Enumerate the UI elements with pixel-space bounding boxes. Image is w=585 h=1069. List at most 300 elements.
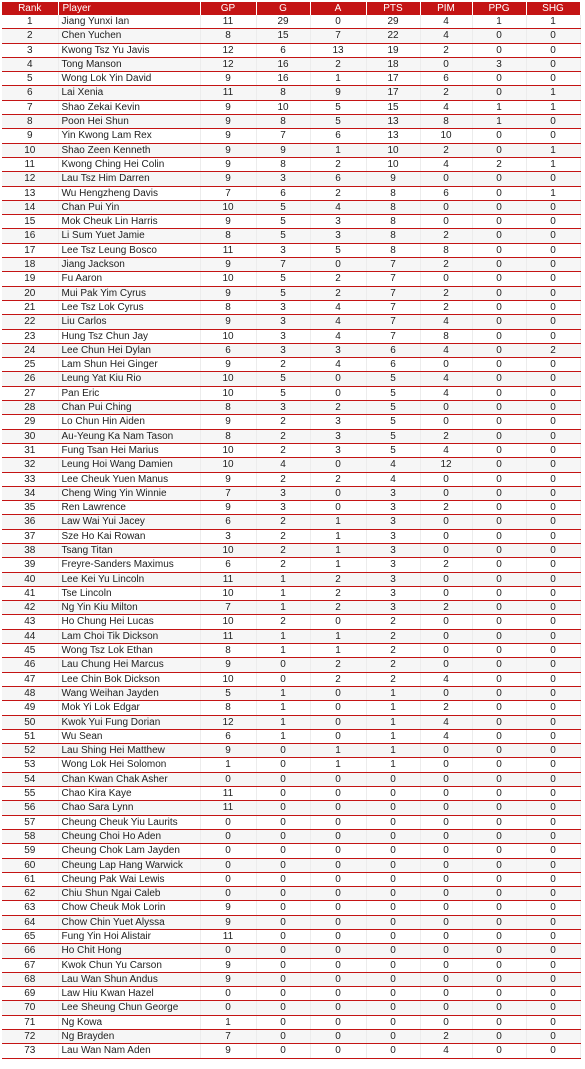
g-cell: 0 bbox=[256, 1044, 310, 1058]
table-row bbox=[2, 758, 580, 772]
a-cell: 4 bbox=[310, 358, 366, 372]
rank-cell: 24 bbox=[2, 343, 58, 357]
header-player[interactable]: Player bbox=[58, 2, 200, 15]
ppg-cell: 0 bbox=[472, 229, 526, 243]
a-cell: 0 bbox=[310, 787, 366, 801]
gp-cell: 10 bbox=[200, 329, 256, 343]
pim-cell: 2 bbox=[420, 558, 472, 572]
pts-cell: 8 bbox=[366, 215, 420, 229]
player-name-cell: Lau Shing Hei Matthew bbox=[58, 744, 200, 758]
table-row bbox=[2, 915, 580, 929]
rank-cell: 39 bbox=[2, 558, 58, 572]
header-shg[interactable]: SHG bbox=[526, 2, 580, 15]
rank-cell: 37 bbox=[2, 529, 58, 543]
table-row bbox=[2, 644, 580, 658]
a-cell: 0 bbox=[310, 844, 366, 858]
rank-cell: 20 bbox=[2, 286, 58, 300]
pts-cell: 0 bbox=[366, 958, 420, 972]
a-cell: 0 bbox=[310, 372, 366, 386]
g-cell: 3 bbox=[256, 300, 310, 314]
player-name-cell: Mui Pak Yim Cyrus bbox=[58, 286, 200, 300]
pim-cell: 0 bbox=[420, 358, 472, 372]
shg-cell: 0 bbox=[526, 629, 580, 643]
a-cell: 0 bbox=[310, 15, 366, 29]
ppg-cell: 0 bbox=[472, 443, 526, 457]
player-name-cell: Lau Tsz Him Darren bbox=[58, 172, 200, 186]
g-cell: 10 bbox=[256, 100, 310, 114]
rank-cell: 34 bbox=[2, 486, 58, 500]
a-cell: 2 bbox=[310, 157, 366, 171]
g-cell: 5 bbox=[256, 229, 310, 243]
pim-cell: 2 bbox=[420, 300, 472, 314]
player-name-cell: Lee Tsz Leung Bosco bbox=[58, 243, 200, 257]
g-cell: 3 bbox=[256, 501, 310, 515]
pim-cell: 0 bbox=[420, 858, 472, 872]
pim-cell: 4 bbox=[420, 672, 472, 686]
rank-cell: 63 bbox=[2, 901, 58, 915]
pts-cell: 5 bbox=[366, 443, 420, 457]
shg-cell: 1 bbox=[526, 143, 580, 157]
rank-cell: 72 bbox=[2, 1030, 58, 1044]
pim-cell: 0 bbox=[420, 958, 472, 972]
ppg-cell: 0 bbox=[472, 329, 526, 343]
g-cell: 0 bbox=[256, 815, 310, 829]
a-cell: 0 bbox=[310, 258, 366, 272]
rank-cell: 30 bbox=[2, 429, 58, 443]
rank-cell: 71 bbox=[2, 1015, 58, 1029]
pts-cell: 0 bbox=[366, 844, 420, 858]
g-cell: 5 bbox=[256, 386, 310, 400]
pts-cell: 0 bbox=[366, 1015, 420, 1029]
a-cell: 0 bbox=[310, 686, 366, 700]
pim-cell: 0 bbox=[420, 529, 472, 543]
g-cell: 3 bbox=[256, 486, 310, 500]
gp-cell: 6 bbox=[200, 343, 256, 357]
pts-cell: 2 bbox=[366, 672, 420, 686]
ppg-cell: 0 bbox=[472, 815, 526, 829]
pts-cell: 0 bbox=[366, 972, 420, 986]
pts-cell: 3 bbox=[366, 486, 420, 500]
ppg-cell: 0 bbox=[472, 258, 526, 272]
table-row bbox=[2, 1001, 580, 1015]
a-cell: 2 bbox=[310, 272, 366, 286]
player-name-cell: Shao Zeen Kenneth bbox=[58, 143, 200, 157]
pim-cell: 6 bbox=[420, 72, 472, 86]
a-cell: 1 bbox=[310, 558, 366, 572]
rank-cell: 41 bbox=[2, 586, 58, 600]
a-cell: 4 bbox=[310, 300, 366, 314]
ppg-cell: 0 bbox=[472, 72, 526, 86]
a-cell: 0 bbox=[310, 1030, 366, 1044]
a-cell: 3 bbox=[310, 429, 366, 443]
gp-cell: 9 bbox=[200, 915, 256, 929]
pts-cell: 4 bbox=[366, 472, 420, 486]
pim-cell: 0 bbox=[420, 215, 472, 229]
rank-cell: 58 bbox=[2, 829, 58, 843]
player-name-cell: Chiu Shun Ngai Caleb bbox=[58, 887, 200, 901]
table-row bbox=[2, 872, 580, 886]
gp-cell: 12 bbox=[200, 43, 256, 57]
gp-cell: 6 bbox=[200, 515, 256, 529]
ppg-cell: 0 bbox=[472, 172, 526, 186]
gp-cell: 6 bbox=[200, 729, 256, 743]
shg-cell: 0 bbox=[526, 386, 580, 400]
table-row bbox=[2, 558, 580, 572]
pim-cell: 2 bbox=[420, 258, 472, 272]
pts-cell: 5 bbox=[366, 372, 420, 386]
rank-cell: 35 bbox=[2, 501, 58, 515]
gp-cell: 9 bbox=[200, 744, 256, 758]
header-g[interactable]: G bbox=[256, 2, 310, 15]
table-row bbox=[2, 729, 580, 743]
player-name-cell: Poon Hei Shun bbox=[58, 115, 200, 129]
rank-cell: 31 bbox=[2, 443, 58, 457]
pts-cell: 0 bbox=[366, 987, 420, 1001]
pim-cell: 2 bbox=[420, 286, 472, 300]
rank-cell: 25 bbox=[2, 358, 58, 372]
gp-cell: 8 bbox=[200, 401, 256, 415]
a-cell: 0 bbox=[310, 1044, 366, 1058]
g-cell: 0 bbox=[256, 972, 310, 986]
player-name-cell: Sze Ho Kai Rowan bbox=[58, 529, 200, 543]
shg-cell: 0 bbox=[526, 543, 580, 557]
shg-cell: 0 bbox=[526, 586, 580, 600]
table-row bbox=[2, 100, 580, 114]
rank-cell: 1 bbox=[2, 15, 58, 29]
shg-cell: 0 bbox=[526, 286, 580, 300]
ppg-cell: 0 bbox=[472, 629, 526, 643]
shg-cell: 0 bbox=[526, 172, 580, 186]
player-name-cell: Law Hiu Kwan Hazel bbox=[58, 987, 200, 1001]
shg-cell: 0 bbox=[526, 315, 580, 329]
rank-cell: 22 bbox=[2, 315, 58, 329]
ppg-cell: 0 bbox=[472, 801, 526, 815]
table-row bbox=[2, 372, 580, 386]
shg-cell: 1 bbox=[526, 157, 580, 171]
shg-cell: 0 bbox=[526, 1044, 580, 1058]
gp-cell: 9 bbox=[200, 901, 256, 915]
ppg-cell: 0 bbox=[472, 1044, 526, 1058]
pim-cell: 0 bbox=[420, 472, 472, 486]
g-cell: 1 bbox=[256, 729, 310, 743]
player-name-cell: Lau Wan Nam Aden bbox=[58, 1044, 200, 1058]
pim-cell: 8 bbox=[420, 243, 472, 257]
pts-cell: 13 bbox=[366, 129, 420, 143]
g-cell: 29 bbox=[256, 15, 310, 29]
player-name-cell: Mok Cheuk Lin Harris bbox=[58, 215, 200, 229]
pts-cell: 6 bbox=[366, 343, 420, 357]
pim-cell: 0 bbox=[420, 543, 472, 557]
pim-cell: 0 bbox=[420, 486, 472, 500]
table-row bbox=[2, 143, 580, 157]
a-cell: 1 bbox=[310, 644, 366, 658]
pts-cell: 0 bbox=[366, 1001, 420, 1015]
player-name-cell: Chan Pui Ching bbox=[58, 401, 200, 415]
g-cell: 0 bbox=[256, 930, 310, 944]
player-name-cell: Tse Lincoln bbox=[58, 586, 200, 600]
rank-cell: 14 bbox=[2, 200, 58, 214]
shg-cell: 0 bbox=[526, 129, 580, 143]
shg-cell: 0 bbox=[526, 358, 580, 372]
shg-cell: 0 bbox=[526, 829, 580, 843]
player-name-cell: Lau Wan Shun Andus bbox=[58, 972, 200, 986]
a-cell: 3 bbox=[310, 415, 366, 429]
player-name-cell: Fu Aaron bbox=[58, 272, 200, 286]
header-pts[interactable]: PTS bbox=[366, 2, 420, 15]
pts-cell: 1 bbox=[366, 758, 420, 772]
gp-cell: 9 bbox=[200, 958, 256, 972]
player-name-cell: Cheung Cheuk Yiu Laurits bbox=[58, 815, 200, 829]
pts-cell: 0 bbox=[366, 815, 420, 829]
g-cell: 3 bbox=[256, 243, 310, 257]
g-cell: 3 bbox=[256, 315, 310, 329]
gp-cell: 0 bbox=[200, 858, 256, 872]
header-ppg[interactable]: PPG bbox=[472, 2, 526, 15]
player-name-cell: Lam Choi Tik Dickson bbox=[58, 629, 200, 643]
ppg-cell: 0 bbox=[472, 86, 526, 100]
shg-cell: 0 bbox=[526, 429, 580, 443]
gp-cell: 9 bbox=[200, 115, 256, 129]
g-cell: 7 bbox=[256, 258, 310, 272]
shg-cell: 0 bbox=[526, 758, 580, 772]
g-cell: 1 bbox=[256, 701, 310, 715]
a-cell: 3 bbox=[310, 343, 366, 357]
player-name-cell: Lam Shun Hei Ginger bbox=[58, 358, 200, 372]
shg-cell: 1 bbox=[526, 86, 580, 100]
header-pim[interactable]: PIM bbox=[420, 2, 472, 15]
shg-cell: 0 bbox=[526, 300, 580, 314]
table-row bbox=[2, 601, 580, 615]
player-name-cell: Lee Chun Hei Dylan bbox=[58, 343, 200, 357]
pim-cell: 0 bbox=[420, 887, 472, 901]
ppg-cell: 0 bbox=[472, 844, 526, 858]
ppg-cell: 0 bbox=[472, 729, 526, 743]
player-name-cell: Fung Yin Hoi Alistair bbox=[58, 930, 200, 944]
pim-cell: 4 bbox=[420, 29, 472, 43]
table-row bbox=[2, 286, 580, 300]
g-cell: 0 bbox=[256, 758, 310, 772]
table-row bbox=[2, 415, 580, 429]
ppg-cell: 0 bbox=[472, 43, 526, 57]
pts-cell: 0 bbox=[366, 801, 420, 815]
a-cell: 4 bbox=[310, 329, 366, 343]
shg-cell: 0 bbox=[526, 272, 580, 286]
pim-cell: 0 bbox=[420, 658, 472, 672]
pim-cell: 4 bbox=[420, 157, 472, 171]
ppg-cell: 0 bbox=[472, 558, 526, 572]
gp-cell: 9 bbox=[200, 501, 256, 515]
player-name-cell: Liu Carlos bbox=[58, 315, 200, 329]
shg-cell: 0 bbox=[526, 686, 580, 700]
pts-cell: 7 bbox=[366, 272, 420, 286]
ppg-cell: 1 bbox=[472, 100, 526, 114]
ppg-cell: 0 bbox=[472, 315, 526, 329]
g-cell: 0 bbox=[256, 958, 310, 972]
table-row bbox=[2, 72, 580, 86]
shg-cell: 0 bbox=[526, 615, 580, 629]
a-cell: 1 bbox=[310, 72, 366, 86]
a-cell: 0 bbox=[310, 815, 366, 829]
shg-cell: 0 bbox=[526, 1030, 580, 1044]
ppg-cell: 0 bbox=[472, 529, 526, 543]
rank-cell: 17 bbox=[2, 243, 58, 257]
a-cell: 2 bbox=[310, 401, 366, 415]
ppg-cell: 1 bbox=[472, 15, 526, 29]
pim-cell: 2 bbox=[420, 701, 472, 715]
pts-cell: 15 bbox=[366, 100, 420, 114]
shg-cell: 0 bbox=[526, 258, 580, 272]
a-cell: 3 bbox=[310, 215, 366, 229]
pim-cell: 4 bbox=[420, 386, 472, 400]
shg-cell: 0 bbox=[526, 858, 580, 872]
g-cell: 2 bbox=[256, 529, 310, 543]
ppg-cell: 0 bbox=[472, 1030, 526, 1044]
table-row bbox=[2, 987, 580, 1001]
pim-cell: 0 bbox=[420, 572, 472, 586]
g-cell: 2 bbox=[256, 615, 310, 629]
player-name-cell: Ho Chit Hong bbox=[58, 944, 200, 958]
table-row bbox=[2, 43, 580, 57]
ppg-cell: 0 bbox=[472, 501, 526, 515]
shg-cell: 0 bbox=[526, 572, 580, 586]
ppg-cell: 0 bbox=[472, 515, 526, 529]
gp-cell: 6 bbox=[200, 558, 256, 572]
player-name-cell: Wu Hengzheng Davis bbox=[58, 186, 200, 200]
ppg-cell: 0 bbox=[472, 787, 526, 801]
player-name-cell: Chen Yuchen bbox=[58, 29, 200, 43]
rank-cell: 54 bbox=[2, 772, 58, 786]
pim-cell: 0 bbox=[420, 57, 472, 71]
pim-cell: 0 bbox=[420, 930, 472, 944]
ppg-cell: 0 bbox=[472, 300, 526, 314]
ppg-cell: 0 bbox=[472, 429, 526, 443]
gp-cell: 8 bbox=[200, 29, 256, 43]
pim-cell: 2 bbox=[420, 501, 472, 515]
pts-cell: 8 bbox=[366, 243, 420, 257]
gp-cell: 0 bbox=[200, 772, 256, 786]
gp-cell: 1 bbox=[200, 1015, 256, 1029]
a-cell: 1 bbox=[310, 143, 366, 157]
shg-cell: 0 bbox=[526, 29, 580, 43]
player-name-cell: Chan Kwan Chak Asher bbox=[58, 772, 200, 786]
rank-cell: 65 bbox=[2, 930, 58, 944]
player-name-cell: Wong Lok Hei Solomon bbox=[58, 758, 200, 772]
table-header-row bbox=[2, 2, 580, 15]
a-cell: 0 bbox=[310, 887, 366, 901]
pts-cell: 18 bbox=[366, 57, 420, 71]
table-row bbox=[2, 386, 580, 400]
player-name-cell: Lau Chung Hei Marcus bbox=[58, 658, 200, 672]
shg-cell: 0 bbox=[526, 787, 580, 801]
pim-cell: 0 bbox=[420, 172, 472, 186]
gp-cell: 9 bbox=[200, 157, 256, 171]
pim-cell: 4 bbox=[420, 372, 472, 386]
table-row bbox=[2, 701, 580, 715]
gp-cell: 0 bbox=[200, 844, 256, 858]
header-a[interactable]: A bbox=[310, 2, 366, 15]
ppg-cell: 0 bbox=[472, 401, 526, 415]
pts-cell: 0 bbox=[366, 872, 420, 886]
a-cell: 0 bbox=[310, 987, 366, 1001]
pts-cell: 8 bbox=[366, 200, 420, 214]
header-gp[interactable]: GP bbox=[200, 2, 256, 15]
g-cell: 0 bbox=[256, 872, 310, 886]
pim-cell: 4 bbox=[420, 715, 472, 729]
rank-cell: 49 bbox=[2, 701, 58, 715]
shg-cell: 0 bbox=[526, 715, 580, 729]
gp-cell: 11 bbox=[200, 787, 256, 801]
rank-cell: 29 bbox=[2, 415, 58, 429]
shg-cell: 0 bbox=[526, 243, 580, 257]
rank-cell: 19 bbox=[2, 272, 58, 286]
a-cell: 0 bbox=[310, 915, 366, 929]
gp-cell: 11 bbox=[200, 15, 256, 29]
ppg-cell: 0 bbox=[472, 930, 526, 944]
a-cell: 0 bbox=[310, 615, 366, 629]
pim-cell: 0 bbox=[420, 844, 472, 858]
rank-cell: 69 bbox=[2, 987, 58, 1001]
pim-cell: 0 bbox=[420, 515, 472, 529]
pim-cell: 0 bbox=[420, 987, 472, 1001]
gp-cell: 0 bbox=[200, 815, 256, 829]
pim-cell: 2 bbox=[420, 143, 472, 157]
pts-cell: 7 bbox=[366, 315, 420, 329]
a-cell: 0 bbox=[310, 972, 366, 986]
rank-cell: 42 bbox=[2, 601, 58, 615]
pts-cell: 5 bbox=[366, 386, 420, 400]
g-cell: 1 bbox=[256, 586, 310, 600]
pim-cell: 0 bbox=[420, 615, 472, 629]
gp-cell: 9 bbox=[200, 72, 256, 86]
a-cell: 2 bbox=[310, 186, 366, 200]
a-cell: 0 bbox=[310, 1015, 366, 1029]
g-cell: 6 bbox=[256, 186, 310, 200]
g-cell: 0 bbox=[256, 744, 310, 758]
a-cell: 1 bbox=[310, 529, 366, 543]
gp-cell: 10 bbox=[200, 458, 256, 472]
pim-cell: 0 bbox=[420, 901, 472, 915]
a-cell: 0 bbox=[310, 944, 366, 958]
rank-cell: 5 bbox=[2, 72, 58, 86]
rank-cell: 43 bbox=[2, 615, 58, 629]
shg-cell: 0 bbox=[526, 215, 580, 229]
shg-cell: 1 bbox=[526, 15, 580, 29]
a-cell: 0 bbox=[310, 729, 366, 743]
gp-cell: 0 bbox=[200, 1001, 256, 1015]
pim-cell: 0 bbox=[420, 200, 472, 214]
player-name-cell: Cheung Chok Lam Jayden bbox=[58, 844, 200, 858]
header-rank[interactable]: Rank bbox=[2, 2, 58, 15]
g-cell: 2 bbox=[256, 429, 310, 443]
shg-cell: 0 bbox=[526, 200, 580, 214]
shg-cell: 0 bbox=[526, 401, 580, 415]
rank-cell: 70 bbox=[2, 1001, 58, 1015]
shg-cell: 0 bbox=[526, 229, 580, 243]
table-row bbox=[2, 129, 580, 143]
rank-cell: 3 bbox=[2, 43, 58, 57]
g-cell: 5 bbox=[256, 286, 310, 300]
table-row bbox=[2, 958, 580, 972]
g-cell: 0 bbox=[256, 787, 310, 801]
table-row bbox=[2, 629, 580, 643]
shg-cell: 0 bbox=[526, 972, 580, 986]
g-cell: 2 bbox=[256, 558, 310, 572]
ppg-cell: 0 bbox=[472, 829, 526, 843]
pts-cell: 1 bbox=[366, 744, 420, 758]
ppg-cell: 0 bbox=[472, 701, 526, 715]
shg-cell: 0 bbox=[526, 844, 580, 858]
pts-cell: 0 bbox=[366, 1030, 420, 1044]
